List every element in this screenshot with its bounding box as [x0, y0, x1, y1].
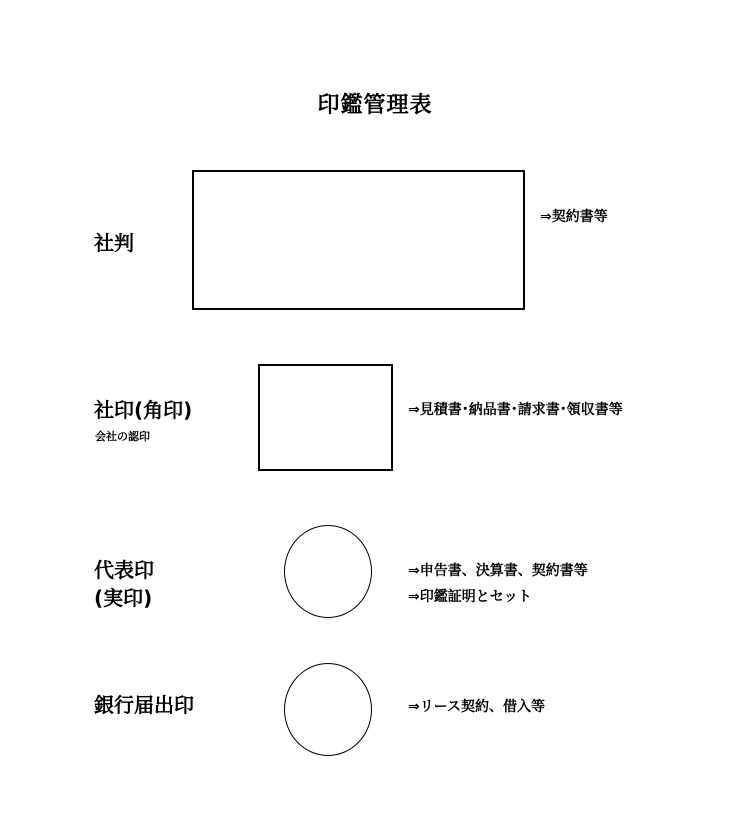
- bank-seal-imprint-circle: [284, 663, 372, 756]
- representative-seal-imprint-circle: [284, 525, 372, 618]
- bank-seal-label: 銀行届出印: [94, 693, 194, 717]
- square-seal-usage-note: ⇒見積書･納品書･請求書･領収書等: [408, 402, 623, 418]
- square-seal-label: 社印(角印): [94, 398, 193, 422]
- representative-seal-label: 代表印: [94, 558, 154, 582]
- company-stamp-imprint-box: [192, 170, 525, 310]
- page-title: 印鑑管理表: [317, 93, 433, 118]
- company-stamp-usage-note: ⇒契約書等: [540, 209, 608, 225]
- representative-seal-usage-note-2: ⇒印鑑証明とセット: [408, 589, 532, 605]
- bank-seal-usage-note: ⇒リース契約、借入等: [408, 699, 546, 715]
- representative-seal-label-sub: (実印): [94, 586, 153, 610]
- representative-seal-usage-note-1: ⇒申告書、決算書、契約書等: [408, 563, 588, 579]
- square-seal-sublabel: 会社の認印: [95, 430, 150, 443]
- company-stamp-label: 社判: [94, 231, 134, 255]
- square-seal-imprint-box: [258, 364, 393, 471]
